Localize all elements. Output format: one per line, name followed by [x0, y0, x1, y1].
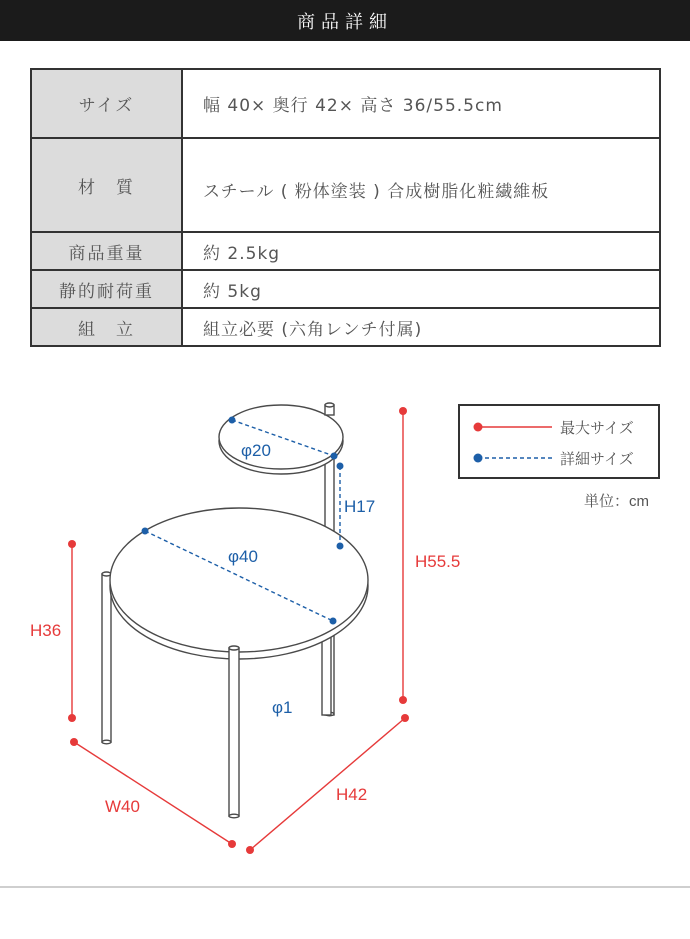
detail-dot [330, 618, 337, 625]
legend [459, 405, 659, 478]
small-diameter-label: φ20 [241, 441, 271, 460]
low-height-label: H36 [30, 621, 62, 640]
gap-height-label: H17 [344, 497, 376, 516]
spec-label: サイズ [32, 70, 183, 137]
depth-label: H42 [336, 785, 368, 804]
max-dot [246, 846, 254, 854]
spec-label: 商品重量 [32, 233, 183, 269]
large-diameter-label: φ40 [228, 547, 258, 566]
detail-dot [229, 417, 236, 424]
spec-value: 約 2.5kg [183, 233, 659, 269]
leg-front-foot [229, 814, 239, 818]
page-title: 商品詳細 [297, 11, 393, 33]
leg-left [102, 574, 111, 742]
spec-label: 組 立 [32, 309, 183, 345]
width-label: W40 [105, 797, 140, 816]
rear-post-cap [325, 403, 334, 407]
legend-detail-label: 詳細サイズ [560, 451, 634, 468]
detail-dot [142, 528, 149, 535]
spec-value: 幅 40× 奥行 42× 高さ 36/55.5cm [183, 70, 659, 137]
max-dot [399, 407, 407, 415]
spec-value: スチール ( 粉体塗装 ) 合成樹脂化粧繊維板 [183, 139, 659, 231]
depth-line [250, 718, 405, 850]
max-dot [70, 738, 78, 746]
large-tabletop [110, 508, 368, 652]
max-dot [399, 696, 407, 704]
leg-diameter-label: φ1 [272, 698, 293, 717]
spec-label: 静的耐荷重 [32, 271, 183, 307]
max-dot [68, 714, 76, 722]
total-height-label: H55.5 [415, 552, 461, 571]
leg-front [229, 648, 239, 816]
unit-note: 単位：cm [584, 493, 649, 510]
spec-value: 組立必要 (六角レンチ付属) [183, 309, 659, 345]
spec-label: 材 質 [32, 139, 183, 231]
leg-left-foot [102, 740, 111, 744]
max-dot [68, 540, 76, 548]
width-line [74, 742, 232, 844]
detail-dot [337, 463, 344, 470]
bottom-divider [0, 886, 690, 888]
legend-max-label: 最大サイズ [560, 420, 634, 437]
detail-dot [337, 543, 344, 550]
detail-dot [331, 453, 338, 460]
leg-front-cap [229, 646, 239, 650]
spec-value: 約 5kg [183, 271, 659, 307]
max-dot [401, 714, 409, 722]
furniture-drawing [102, 403, 368, 818]
max-dot [228, 840, 236, 848]
